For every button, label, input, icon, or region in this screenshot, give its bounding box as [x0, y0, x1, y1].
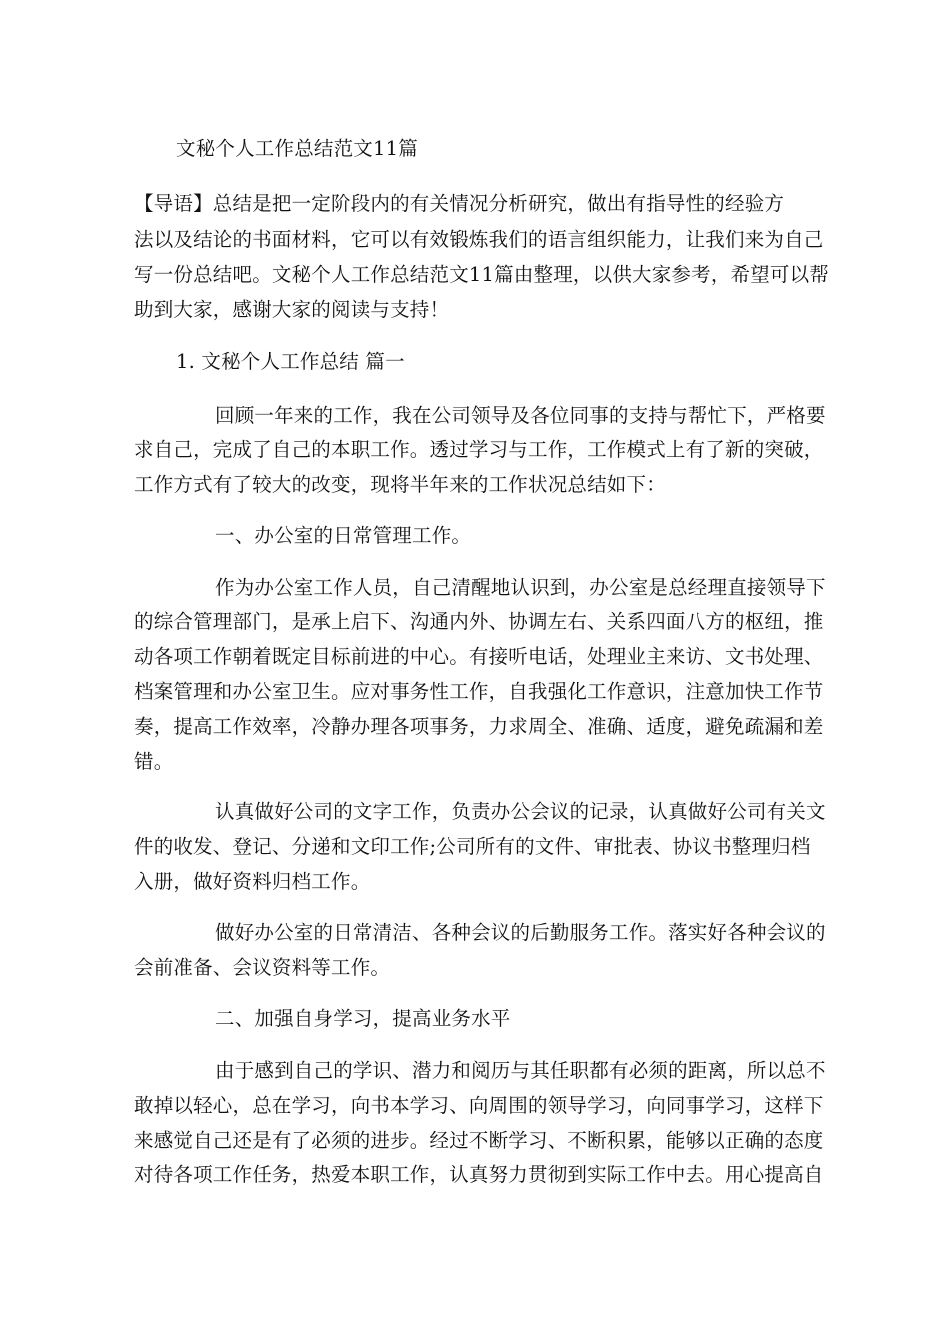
- intro-line: 【导语】总结是把一定阶段内的有关情况分析研究，做出有指导性的经验方: [134, 192, 785, 215]
- subheading: 一、办公室的日常管理工作。: [215, 524, 472, 547]
- paragraph-line: 工作方式有了较大的改变，现将半年来的工作状况总结如下：: [134, 473, 666, 496]
- paragraph-line: 做好办公室的日常清洁、各种会议的后勤服务工作。落实好各种会议的: [215, 921, 826, 944]
- paragraph-line: 作为办公室工作人员，自己清醒地认识到，办公室是总经理直接领导下: [215, 576, 826, 599]
- paragraph-line: 件的收发、登记、分递和文印工作;公司所有的文件、审批表、协议书整理归档: [134, 835, 811, 858]
- document-title: 文秘个人工作总结范文11篇: [176, 137, 418, 160]
- paragraph-line: 回顾一年来的工作，我在公司领导及各位同事的支持与帮忙下，严格要: [215, 404, 826, 427]
- paragraph-line: 由于感到自己的学识、潜力和阅历与其任职都有必须的距离，所以总不: [215, 1059, 826, 1082]
- intro-line: 写一份总结吧。文秘个人工作总结范文11篇由整理，以供大家参考，希望可以帮: [134, 263, 830, 286]
- subheading: 二、加强自身学习，提高业务水平: [215, 1007, 511, 1030]
- intro-line: 法以及结论的书面材料，它可以有效锻炼我们的语言组织能力，让我们来为自己: [134, 228, 824, 251]
- paragraph-line: 奏，提高工作效率，冷静办理各项事务，力求周全、准确、适度，避免疏漏和差: [134, 715, 824, 738]
- paragraph-line: 对待各项工作任务，热爱本职工作，认真努力贯彻到实际工作中去。用心提高自: [134, 1163, 824, 1186]
- paragraph-line: 会前准备、会议资料等工作。: [134, 956, 391, 979]
- paragraph-line: 求自己，完成了自己的本职工作。透过学习与工作，工作模式上有了新的突破，: [134, 438, 824, 461]
- paragraph-line: 入册，做好资料归档工作。: [134, 870, 371, 893]
- paragraph-line: 动各项工作朝着既定目标前进的中心。有接听电话，处理业主来访、文书处理、: [134, 645, 824, 668]
- paragraph-line: 档案管理和办公室卫生。应对事务性工作，自我强化工作意识，注意加快工作节: [134, 680, 824, 703]
- paragraph-line: 敢掉以轻心，总在学习，向书本学习、向周围的领导学习，向同事学习，这样下: [134, 1094, 824, 1117]
- section-heading: 1. 文秘个人工作总结 篇一: [176, 350, 405, 373]
- paragraph-line: 的综合管理部门，是承上启下、沟通内外、协调左右、关系四面八方的枢纽，推: [134, 610, 824, 633]
- paragraph-line: 来感觉自己还是有了必须的进步。经过不断学习、不断积累，能够以正确的态度: [134, 1129, 824, 1152]
- intro-line: 助到大家，感谢大家的阅读与支持！: [134, 298, 450, 321]
- paragraph-line: 错。: [134, 750, 174, 773]
- paragraph-line: 认真做好公司的文字工作，负责办公会议的记录，认真做好公司有关文: [215, 800, 826, 823]
